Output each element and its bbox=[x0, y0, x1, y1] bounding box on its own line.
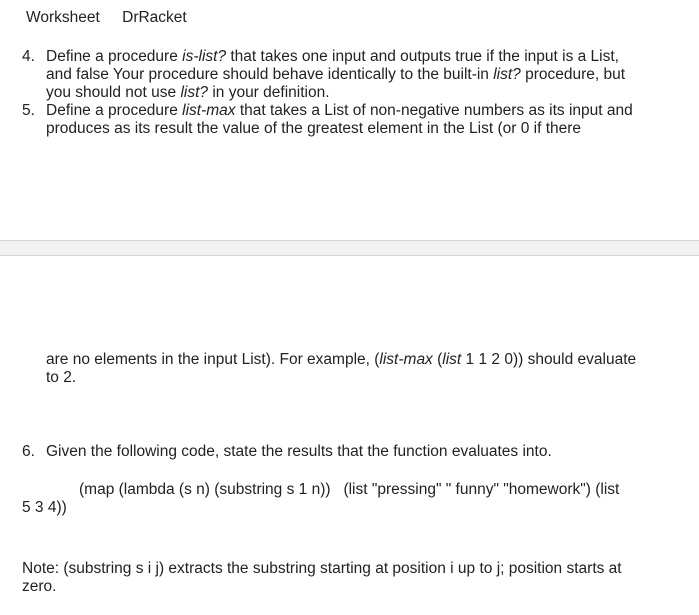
q5-example-list: list bbox=[442, 351, 462, 368]
question-4-text bbox=[46, 48, 649, 102]
q5-function-name: list-max bbox=[182, 102, 236, 119]
q4-forbidden-name: list? bbox=[180, 84, 209, 101]
q4-text-1: Define a procedure bbox=[46, 48, 183, 65]
question-5-number: 5. bbox=[22, 102, 35, 119]
q4-text-3: procedure, but you should not use bbox=[46, 66, 626, 101]
q5-example-function: list-max bbox=[379, 351, 433, 368]
question-5-text bbox=[46, 102, 649, 138]
q4-text-4: in your definition. bbox=[208, 84, 330, 101]
note-text: Note: (substring s i j) extracts the substring starting at position i up to j; position starts at zero. bbox=[22, 560, 622, 595]
question-6-number: 6. bbox=[22, 443, 35, 460]
question-4-number: 4. bbox=[22, 48, 35, 65]
q5-cont-2: ( bbox=[432, 351, 443, 368]
q4-function-name: is-list? bbox=[182, 48, 227, 65]
q5-cont-1: are no elements in the input List). For example, ( bbox=[46, 351, 380, 368]
code-block bbox=[22, 481, 652, 517]
question-5-continued-text bbox=[46, 351, 649, 387]
q5-text-1: Define a procedure bbox=[46, 102, 183, 119]
page-break bbox=[0, 240, 699, 256]
worksheet-label: Worksheet bbox=[26, 9, 100, 26]
code-line-2: 5 3 4)) bbox=[22, 499, 67, 516]
question-6-text: Given the following code, state the results that the function evaluates into. bbox=[46, 443, 552, 460]
code-line-1: (map (lambda (s n) (substring s 1 n)) (list "pressing" " funny" "homework") (list bbox=[79, 481, 620, 498]
app-label: DrRacket bbox=[122, 9, 187, 26]
header bbox=[26, 9, 205, 27]
q4-text-2: that takes one input and outputs true if the input is a List, and false Your procedure should behave identically to the built-in bbox=[46, 48, 619, 83]
q5-cont-3: 1 1 2 0)) should evaluate to 2. bbox=[46, 351, 637, 386]
q5-text-2: that takes a List of non-negative numbers as its input and produces as its result the value of the greatest element in the List (or 0 if there bbox=[46, 102, 633, 137]
q4-builtin-name: list? bbox=[493, 66, 521, 83]
